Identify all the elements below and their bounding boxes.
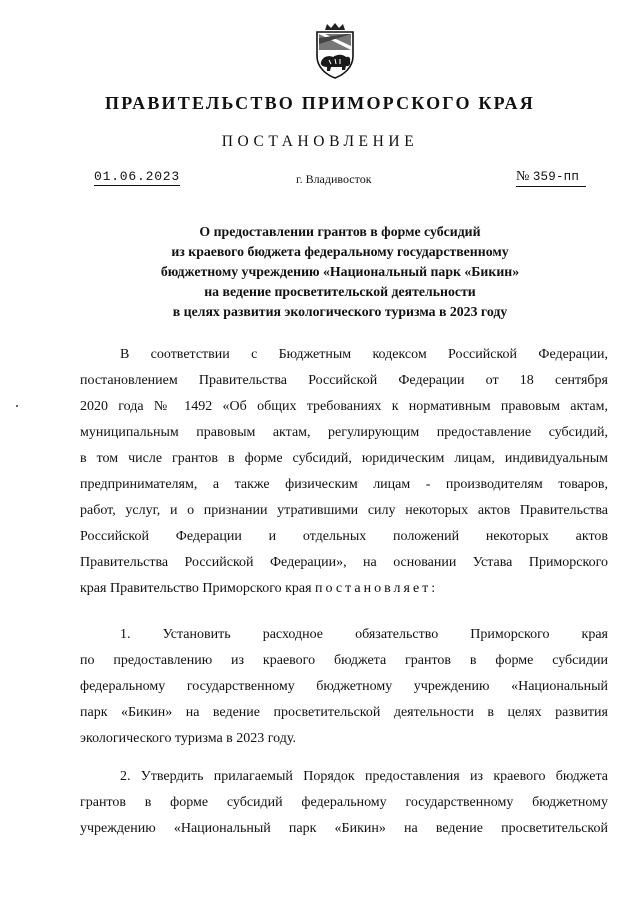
document-meta-row xyxy=(0,169,640,191)
resolves-word: постановляет: xyxy=(315,581,439,596)
body-line: муниципальным правовым актам, регулирующим предоставление субсидий, xyxy=(80,425,608,440)
body-line: Правительства Российской Федерации», на основании Устава Приморского xyxy=(80,555,608,570)
body-line: парк «Бикин» на ведение просветительской деятельности в целях развития xyxy=(80,705,608,720)
body-line: учреждению «Национальный парк «Бикин» на ведение просветительской xyxy=(80,821,608,836)
body-line: 2. Утвердить прилагаемый Порядок предоставления из краевого бюджета xyxy=(120,769,608,784)
document-subject xyxy=(0,222,640,322)
body-line: В соответствии с Бюджетным кодексом Российской Федерации, xyxy=(120,347,608,362)
document-number-value: 359-пп xyxy=(532,170,580,184)
subject-line: О предоставлении грантов в форме субсидий xyxy=(199,224,481,239)
number-sign: № xyxy=(516,169,530,184)
subject-line: в целях развития экологического туризма в 2023 году xyxy=(172,304,508,319)
body-line: в том числе грантов в форме субсидий, юридическим лицам, индивидуальным xyxy=(80,451,608,466)
subject-line: на ведение просветительской деятельности xyxy=(204,284,476,299)
government-title: ПРАВИТЕЛЬСТВО ПРИМОРСКОГО КРАЯ xyxy=(105,93,535,113)
subject-line: из краевого бюджета федеральному государственному xyxy=(171,244,509,259)
document-city: г. Владивосток xyxy=(296,172,372,186)
scan-speck xyxy=(16,405,18,407)
subject-line: бюджетному учреждению «Национальный парк «Бикин» xyxy=(160,264,520,279)
body-line: федеральному государственному бюджетному учреждению «Национальный xyxy=(80,679,608,694)
body-line: работ, услуг, и о признании утратившими силу некоторых актов Правительства xyxy=(80,503,608,518)
body-line: предпринимателям, а также физическим лицам - производителям товаров, xyxy=(80,477,608,492)
document-type-title: ПОСТАНОВЛЕНИЕ xyxy=(221,133,419,150)
item-1-paragraph xyxy=(80,622,608,752)
document-date: 01.06.2023 xyxy=(94,169,181,184)
body-line: 1. Установить расходное обязательство Приморского края xyxy=(120,627,608,642)
body-line-text: края Правительство Приморского края xyxy=(80,581,312,596)
body-line: по предоставлению из краевого бюджета грантов в форме субсидии xyxy=(80,653,608,668)
coat-of-arms-emblem-icon xyxy=(311,22,359,80)
document-number xyxy=(516,169,586,187)
preamble-paragraph xyxy=(80,342,608,602)
body-line: постановлением Правительства Российской Федерации от 18 сентября xyxy=(80,373,608,388)
body-line: экологического туризма в 2023 году. xyxy=(80,731,296,746)
body-line: Российской Федерации и отдельных положений некоторых актов xyxy=(80,529,608,544)
body-line-resolves xyxy=(80,576,608,602)
body-line: 2020 года № 1492 «Об общих требованиях к нормативным правовым актам, xyxy=(80,399,608,414)
body-line: грантов в форме субсидий федеральному государственному бюджетному xyxy=(80,795,608,810)
item-2-paragraph xyxy=(80,764,608,842)
